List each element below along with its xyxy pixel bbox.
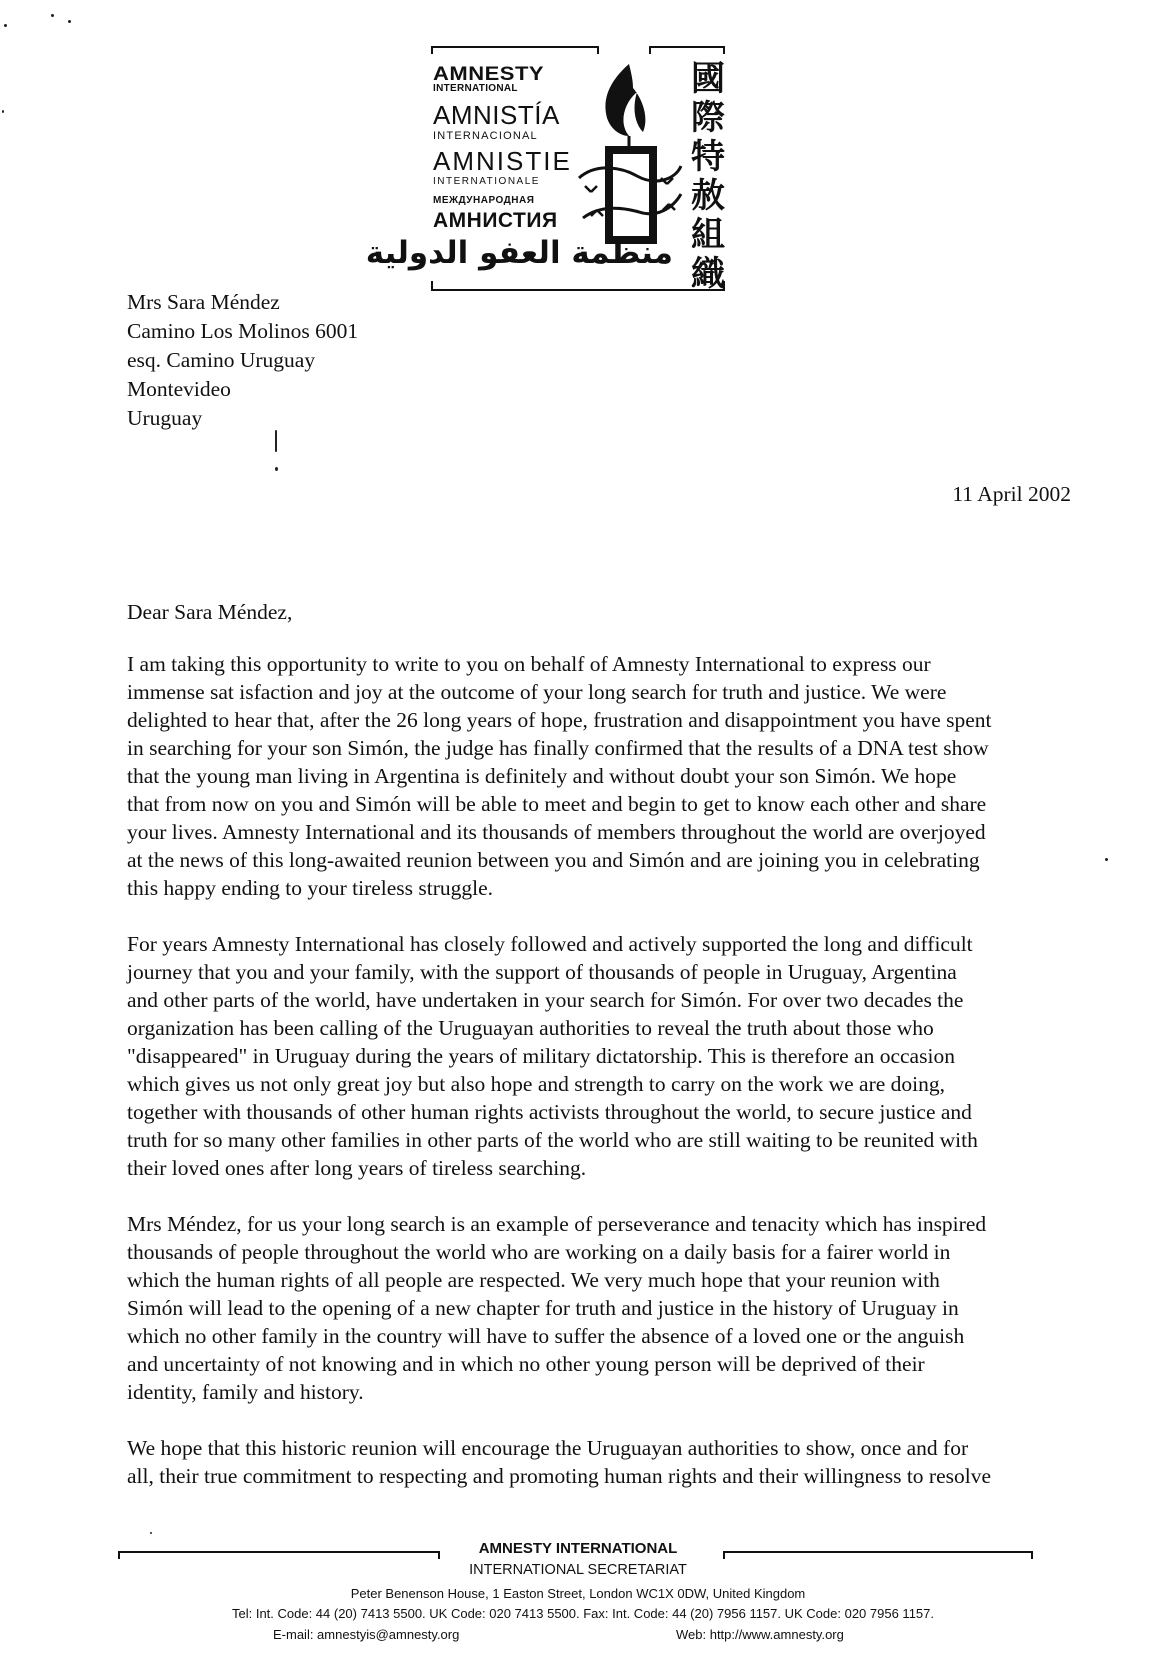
- logo-chinese-char: 際: [691, 98, 725, 138]
- letterhead-footer: [118, 1540, 1038, 1650]
- footer-secretariat: INTERNATIONAL SECRETARIAT: [469, 1562, 687, 1578]
- recipient-country: Uruguay: [127, 406, 203, 430]
- body-line: together with thousands of other human rights activists throughout the world, to secure justice and: [127, 1100, 972, 1124]
- logo-chinese-char: 織: [691, 254, 725, 294]
- logo-chinese-char: 國: [691, 59, 725, 99]
- body-line: thousands of people throughout the world who are working on a daily basis for a fairer world in: [127, 1240, 951, 1264]
- body-line: in searching for your son Simón, the judge has finally confirmed that the results of a DNA test show: [127, 736, 989, 760]
- recipient-address: [127, 288, 358, 433]
- body-line: and uncertainty of not knowing and in which no other young person will be deprived of their: [127, 1352, 925, 1376]
- letter-date: 11 April 2002: [952, 482, 1071, 506]
- scan-speck: [4, 24, 7, 27]
- logo-arabic: منظمة العفو الدولية: [365, 235, 673, 271]
- logo-amnesty-es: AMNISTÍA: [433, 100, 560, 130]
- body-line: this happy ending to your tireless struggle.: [127, 876, 494, 900]
- body-line: We hope that this historic reunion will encourage the Uruguayan authorities to show, once and for: [127, 1436, 969, 1460]
- recipient-corner: esq. Camino Uruguay: [127, 348, 316, 372]
- logo-chinese-char: 赦: [691, 176, 725, 216]
- salutation: Dear Sara Méndez,: [127, 600, 293, 624]
- body-line: organization has been calling of the Uruguayan authorities to reveal the truth about those who: [127, 1016, 934, 1040]
- recipient-name: Mrs Sara Méndez: [127, 290, 280, 314]
- body-line: immense sat isfaction and joy at the outcome of your long search for truth and justice. We were: [127, 680, 947, 704]
- body-line: at the news of this long-awaited reunion between you and Simón and are joining you in celebrating: [127, 848, 980, 872]
- body-line: which no other family in the country will have to suffer the absence of a loved one or the anguish: [127, 1324, 965, 1348]
- body-line: truth for so many other families in other parts of the world who are still waiting to be reunited with: [127, 1128, 978, 1152]
- body-line: For years Amnesty International has closely followed and actively supported the long and difficult: [127, 932, 973, 956]
- body-line: that the young man living in Argentina is definitely and without doubt your son Simón. We hope: [127, 764, 957, 788]
- amnesty-logo: [365, 38, 730, 300]
- scan-speck: [2, 110, 4, 113]
- letter-body: [127, 650, 1077, 1518]
- scan-mark: [275, 430, 277, 452]
- body-line: delighted to hear that, after the 26 long years of hope, frustration and disappointment you have spent: [127, 708, 992, 732]
- scan-speck: [150, 1532, 152, 1534]
- footer-website: Web: http://www.amnesty.org: [676, 1627, 844, 1642]
- paragraph-1: [127, 650, 1077, 902]
- body-line: your lives. Amnesty International and its thousands of members throughout the world are overjoyed: [127, 820, 986, 844]
- logo-chinese-char: 特: [691, 137, 725, 177]
- body-line: journey that you and your family, with the support of thousands of people in Uruguay, Argentina: [127, 960, 957, 984]
- body-line: and other parts of the world, have undertaken in your search for Simón. For over two decades the: [127, 988, 964, 1012]
- scan-speck: [51, 14, 54, 17]
- footer-address: Peter Benenson House, 1 Easton Street, London WC1X 0DW, United Kingdom: [350, 1586, 806, 1601]
- body-line: "disappeared" in Uruguay during the years of military dictatorship. This is therefore an occasion: [127, 1044, 955, 1068]
- body-line: all, their true commitment to respecting and promoting human rights and their willingness to resolve: [127, 1464, 991, 1488]
- footer-org-name: AMNESTY INTERNATIONAL: [478, 1540, 678, 1557]
- logo-amnesty-fr: AMNISTIE: [433, 146, 572, 176]
- candle-barbed-wire-icon: [577, 58, 685, 258]
- logo-international-ru: МЕЖДУНАРОДНАЯ: [433, 195, 535, 206]
- logo-chinese-column: [687, 60, 729, 294]
- recipient-street: Camino Los Molinos 6001: [127, 319, 359, 343]
- body-line: their loved ones after long years of tireless searching.: [127, 1156, 587, 1180]
- body-line: that from now on you and Simón will be able to meet and begin to get to know each other and share: [127, 792, 987, 816]
- footer-phone-fax: Tel: Int. Code: 44 (20) 7413 5500. UK Code: 020 7413 5500. Fax: Int. Code: 44 (20) 7956 1157. UK Code: 020 7956 1157.: [231, 1606, 934, 1621]
- body-line: I am taking this opportunity to write to you on behalf of Amnesty International to express our: [127, 652, 931, 676]
- scan-speck: [1105, 858, 1108, 861]
- body-line: Simón will lead to the opening of a new chapter for truth and justice in the history of Uruguay in: [127, 1296, 959, 1320]
- scan-speck: [275, 467, 278, 471]
- paragraph-3: [127, 1210, 1077, 1406]
- logo-international-fr: INTERNATIONALE: [433, 176, 540, 187]
- recipient-city: Montevideo: [127, 377, 231, 401]
- logo-amnesty-en: AMNESTY: [433, 62, 545, 85]
- body-line: identity, family and history.: [127, 1380, 364, 1404]
- footer-email: E-mail: amnestyis@amnesty.org: [273, 1627, 460, 1642]
- body-line: Mrs Méndez, for us your long search is an example of perseverance and tenacity which has inspired: [127, 1212, 987, 1236]
- logo-amnesty-ru: АМНИСТИЯ: [433, 209, 558, 232]
- logo-international-en: INTERNATIONAL: [433, 83, 518, 94]
- body-line: which gives us not only great joy but also hope and strength to carry on the work we are doing,: [127, 1072, 946, 1096]
- logo-international-es: INTERNACIONAL: [433, 130, 538, 142]
- logo-chinese-char: 組: [691, 215, 725, 255]
- body-line: which the human rights of all people are respected. We very much hope that your reunion with: [127, 1268, 940, 1292]
- paragraph-2: [127, 930, 1077, 1182]
- scan-speck: [68, 20, 71, 23]
- paragraph-4: [127, 1434, 1077, 1490]
